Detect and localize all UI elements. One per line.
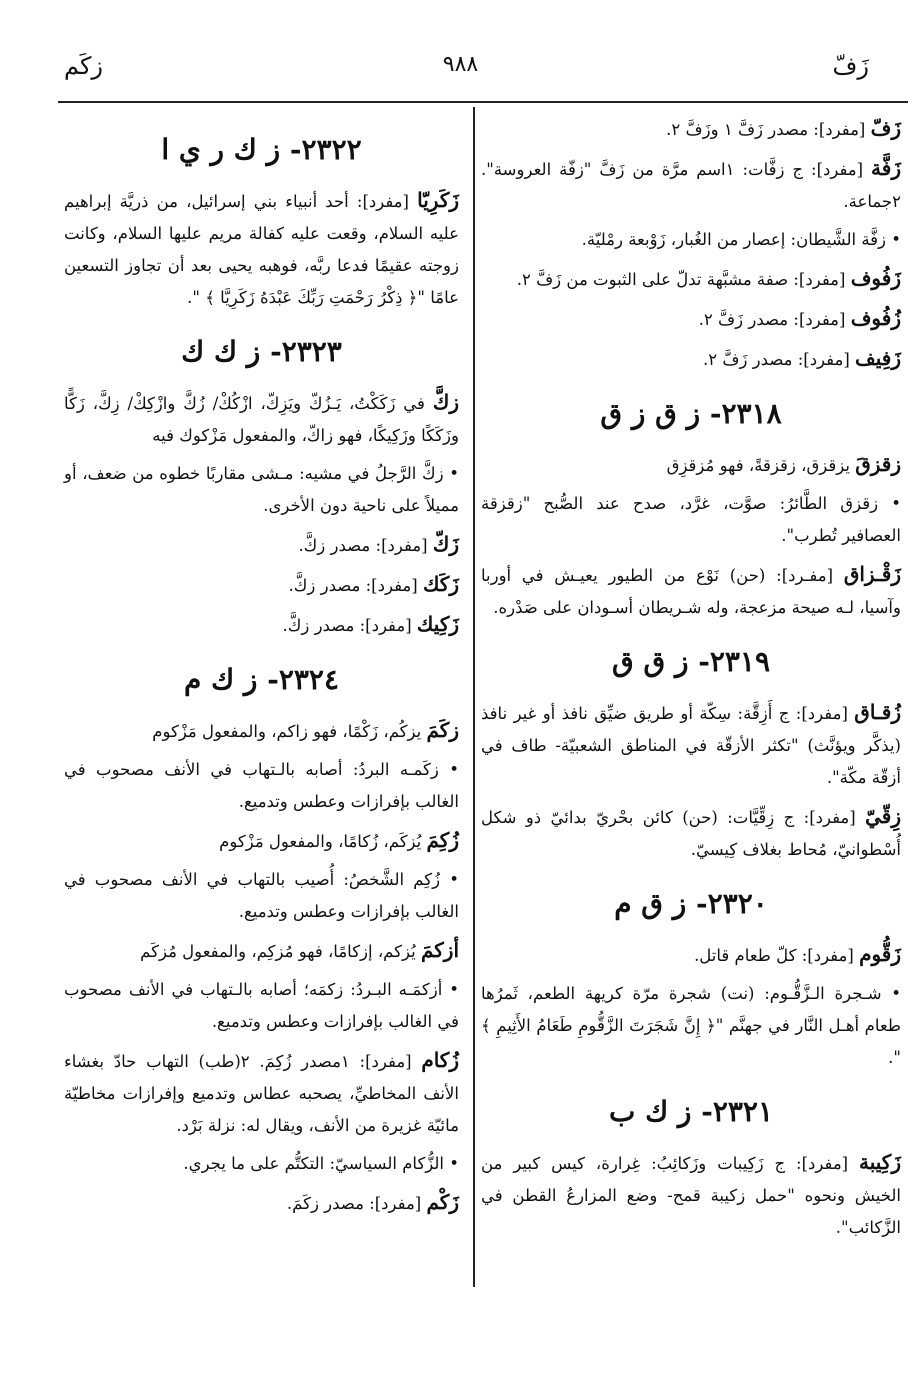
definition-text: [مفرد]: ١مصدر زُكِمَ. ٢(طب) التهاب حادّ بغشاء الأنف المخاطيِّ، يصحبه عطاس وتدميع وإفرازات مخاطيّة مائيّة غزيرة من الأنف، ويقال له: نزلة بَرْد.: [64, 1052, 459, 1135]
headword: زِقّيّ: [865, 804, 902, 828]
definition-text: في زَكَكْتُ، يَـزُكّ ويَزِكّ، ازْكُكْ/ زُكَّ وازْكِكْ/ زِكَّ، زَكًّا وزَكَكًا وزَكِيكًا، فهو زاكّ، والمفعول مَزْكوك فيه: [64, 394, 459, 445]
usage-entry: [481, 224, 901, 256]
dictionary-entry: [481, 112, 901, 146]
definition-text: [مفرد]: مصدر زكَمَ.: [286, 1194, 422, 1213]
definition-text: [مفرد]: ج زفَّات: ١اسم مرَّة من زَفَّ "زفّة العروسة". ٢جماعة.: [481, 160, 901, 211]
root-section-heading: ٢٣٢١- ز ك ب: [609, 1095, 773, 1128]
definition-text: يُزكَم، زُكامًا، والمفعول مَزْكوم: [219, 832, 422, 851]
root-section-heading: ٢٣٢٣- ز ك ك: [181, 335, 342, 368]
dictionary-entry: [64, 714, 459, 748]
headword: زَفّ: [870, 116, 901, 140]
dictionary-entry: [481, 938, 901, 972]
dictionary-entry: [481, 342, 901, 376]
definition-text: يُزكم، إزكامًا، فهو مُزكِم، والمفعول مُزكَم: [140, 942, 416, 961]
definition-text: • أزكمَـه البـردُ: زكمَه؛ أصابه بالـتهاب في الأنف مصحوب في الغالب بإفرازات وعطس وتدميع.: [64, 980, 459, 1031]
root-section-heading: ٢٣٢٤- ز ك م: [184, 663, 339, 696]
headword: زَكِيك: [416, 612, 459, 636]
definition-text: • الزُّكام السياسيّ: التكتُّم على ما يجري.: [183, 1154, 459, 1173]
dictionary-entry: [64, 1186, 459, 1220]
definition-text: [مفرد]: ج زِقِّيَّات: (حن) كائن بحْريّ بدائيّ ذو شكل أُسْطوانيّ، مُحاط بغلاف كِيسيّ.: [481, 808, 901, 859]
right-column: [481, 112, 901, 1250]
definition-text: • زكَمـه البردُ: أصابه بالـتهاب في الأنف مصحوب في الغالب بإفرازات وعطس وتدميع.: [64, 760, 459, 811]
dictionary-entry: [64, 934, 459, 968]
definition-text: [مفرد]: ج زَكِيبات وزَكائِبُ: غِرارة، كيس كبير من الخيش ونحوه "حمل زكيبة قمح- وضع المزارعُ القطن في الزَّكائب".: [481, 1154, 901, 1237]
headword: زُكِمَ: [426, 828, 459, 852]
dictionary-entry: [481, 558, 901, 624]
usage-entry: [481, 488, 901, 552]
headword: زَكّ: [432, 532, 459, 556]
dictionary-entry: [64, 528, 459, 562]
running-head-left: زكَم: [64, 52, 103, 80]
headword: زَفُوف: [850, 266, 901, 290]
definition-text: [مفرد]: مصدر زَفَّ ۲.: [698, 310, 846, 329]
headword: زَقُّوم: [859, 942, 901, 966]
headword: زَفِيف: [855, 346, 901, 370]
page-number: ٩٨٨: [442, 52, 479, 77]
definition-text: [مفرد]: مصدر زكَّ.: [298, 536, 428, 555]
root-section-heading: ٢٣٢٢- ز ك ر ي ا: [161, 133, 362, 166]
header-rule: [58, 101, 908, 103]
dictionary-entry: [481, 696, 901, 794]
definition-text: [مفرد]: أحد أنبياء بني إسرائيل، من ذريَّة إبراهيم عليه السلام، وقعت عليه كفالة مريم عليها السلام، وكانت زوجته عقيمًا فدعا ربَّه، فوهبه يحيى بعد أن تجاوز التسعين عامًا "﴿ ذِكْرُ رَحْمَتِ رَبِّكَ عَبْدَهُ زَكَرِيَّا ﴾ ".: [64, 192, 459, 307]
definition-text: يزقزق، زقزقةً، فهو مُزقزِق: [666, 456, 850, 475]
headword: أزكمَ: [420, 938, 459, 962]
dictionary-entry: [64, 386, 459, 452]
root-section-heading: ٢٣٢٠- ز ق م: [614, 887, 768, 920]
definition-text: يزكُم، زَكْمًا، فهو زاكم، والمفعول مَزْكوم: [152, 722, 422, 741]
headword: زُفُوف: [850, 306, 901, 330]
definition-text: [مفرد]: مصدر زَفَّ ۲.: [703, 350, 850, 369]
definition-text: [مفـرد]: (حن) نَوْع من الطيور يعيـش في أوربا وآسيا، لـه صيحة مزعجة، وله شـريطان أسـودان على صَدْره.: [481, 566, 901, 617]
headword: زَكْم: [426, 1190, 459, 1214]
column-divider: [473, 107, 475, 1287]
usage-entry: [481, 978, 901, 1074]
definition-text: • شـجرة الـزَّقُّـوم: (نت) شجرة مرّة كريهة الطعم، ثَمرُها طعام أهـل النَّار في جهنَّم "﴿ إِنَّ شَجَرَتَ الزَّقُّومِ طَعَامُ الأَثِيمِ ﴾ ".: [481, 984, 901, 1067]
dictionary-entry: [64, 184, 459, 314]
definition-text: [مفرد]: صفة مشبَّهة تدلّ على الثبوت من زَفَّ ۲.: [516, 270, 846, 289]
headword: زَقْـزاق: [843, 562, 901, 586]
usage-entry: [64, 974, 459, 1038]
dictionary-entry: [481, 800, 901, 866]
definition-text: [مفرد]: مصدر زكَّ.: [288, 576, 418, 595]
definition-text: • زقزق الطَّائرُ: صوَّت، غرَّد، صدح عند الصُّبح "زقزقة العصافير تُطرب".: [481, 494, 901, 545]
root-section-heading: ٢٣١٩- ز ق ق: [612, 645, 770, 678]
headword: زقزقَ: [855, 452, 901, 476]
definition-text: [مفرد]: كلّ طعام قاتل.: [694, 946, 854, 965]
dictionary-entry: [481, 448, 901, 482]
root-section-heading: ٢٣١٨- ز ق ز ق: [600, 397, 782, 430]
headword: زَكِيبة: [859, 1150, 901, 1174]
definition-text: [مفرد]: ج أَزِقَّة: سِكّة أو طريق ضيِّق نافذ أو غير نافذ (يذكَّر ويؤنَّث) "تكثر الأزقّة في المناطق الشعبيّة- طاف في أزقّة مكّة".: [481, 704, 901, 787]
headword: زَفَّة: [871, 156, 901, 180]
usage-entry: [64, 1148, 459, 1180]
definition-text: [مفرد]: مصدر زَفَّ ۱ وزَفَّ ۲.: [666, 120, 866, 139]
running-head-right: زَفّ: [832, 52, 869, 80]
headword: زُقـاق: [854, 700, 901, 724]
dictionary-entry: [481, 302, 901, 336]
dictionary-entry: [64, 608, 459, 642]
dictionary-entry: [64, 568, 459, 602]
dictionary-entry: [64, 824, 459, 858]
headword: زكَمَ: [426, 718, 459, 742]
dictionary-entry: [481, 262, 901, 296]
headword: زَكَرِيّا: [417, 188, 459, 212]
headword: زكَّ: [432, 390, 459, 414]
definition-text: • زفَّة الشَّيطان: إعصار من الغُبار، زَوْبعة رمْليّة.: [581, 230, 901, 249]
dictionary-entry: [64, 1044, 459, 1142]
usage-entry: [64, 754, 459, 818]
definition-text: [مفرد]: مصدر زكَّ.: [282, 616, 412, 635]
left-column: [64, 112, 459, 1226]
definition-text: • زكَّ الرَّجلُ في مشيه: مـشى مقاربًا خطوه من ضعف، أو مميلاً على ناحية دون الأخرى.: [64, 464, 459, 515]
definition-text: • زُكِم الشَّخصُ: أُصيب بالتهاب في الأنف مصحوب في الغالب بإفرازات وعطس وتدميع.: [64, 870, 459, 921]
headword: زَكَك: [422, 572, 459, 596]
dictionary-entry: [481, 1146, 901, 1244]
usage-entry: [64, 458, 459, 522]
usage-entry: [64, 864, 459, 928]
headword: زُكام: [421, 1048, 459, 1072]
dictionary-entry: [481, 152, 901, 218]
